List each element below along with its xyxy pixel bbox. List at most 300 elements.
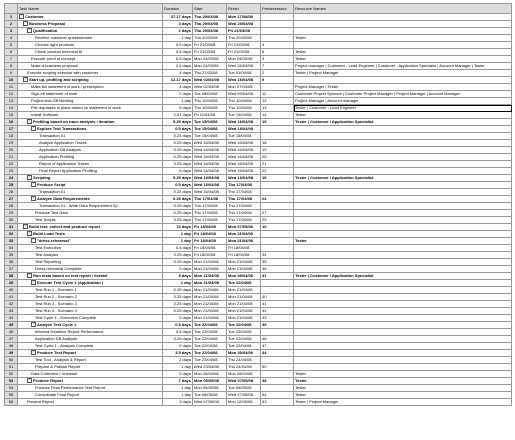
collapse-toggle-icon[interactable]: − [32,280,35,285]
finish-cell[interactable]: Thu 17/04/08 [227,182,261,189]
collapse-toggle-icon[interactable]: − [32,322,35,327]
finish-cell[interactable]: Wed 07/05/08 [227,392,261,399]
predecessors-cell[interactable]: 14 [261,112,294,119]
resource-names-cell[interactable] [294,21,512,28]
duration-cell[interactable]: 0 days [163,168,193,175]
resource-names-cell[interactable] [294,308,512,315]
duration-cell[interactable]: 1 day [163,392,193,399]
duration-cell[interactable]: 0.5 days [163,329,193,336]
row-number-cell[interactable]: 14 [5,105,18,112]
predecessors-cell[interactable] [261,21,294,28]
task-row[interactable] [5,84,512,91]
task-row[interactable] [5,154,512,161]
task-row[interactable] [5,21,512,28]
finish-cell[interactable]: Thu 17/04/08 [227,189,261,196]
start-cell[interactable]: Mon 21/04/08 [193,308,227,315]
predecessors-cell[interactable]: 2 [261,70,294,77]
predecessors-cell[interactable]: 18 [261,140,294,147]
resource-names-cell[interactable] [294,357,512,364]
finish-cell[interactable]: Tue 15/04/08 [227,112,261,119]
row-number-cell[interactable]: 5 [5,42,18,49]
row-number-cell[interactable]: 43 [5,308,18,315]
collapse-toggle-icon[interactable]: − [20,14,23,19]
start-cell[interactable]: Fri 18/04/08 [193,231,227,238]
task-name-cell[interactable] [18,189,163,196]
predecessors-cell[interactable] [261,182,294,189]
duration-cell[interactable]: 1 day [163,385,193,392]
finish-cell[interactable]: Mon 28/04/08 [227,273,261,280]
collapse-toggle-icon[interactable]: − [28,231,31,236]
predecessors-cell[interactable]: 44 [261,350,294,357]
task-name-cell[interactable] [18,385,163,392]
resource-names-cell[interactable] [294,343,512,350]
predecessors-cell[interactable]: 40 [261,294,294,301]
resource-names-cell[interactable]: Project Manager | Tester [294,84,512,91]
finish-cell[interactable]: Wed 16/04/08 [227,168,261,175]
start-cell[interactable]: Wed 16/04/08 [193,189,227,196]
task-row[interactable] [5,70,512,77]
task-name-cell[interactable] [18,399,163,406]
resource-names-cell[interactable] [294,161,512,168]
predecessors-cell[interactable]: 11 [261,91,294,98]
predecessors-cell[interactable]: 16 [261,175,294,182]
resource-names-cell[interactable]: Tester [294,56,512,63]
predecessors-cell[interactable]: 9 [261,77,294,84]
start-cell[interactable]: Mon 24/03/08 [193,56,227,63]
task-row[interactable] [5,357,512,364]
predecessors-cell[interactable]: 29 [261,217,294,224]
task-name-cell[interactable] [18,364,163,371]
start-cell[interactable]: Fri 11/04/08 [193,112,227,119]
task-row[interactable] [5,301,512,308]
task-name-cell[interactable] [18,280,163,287]
task-row[interactable] [5,196,512,203]
duration-header[interactable]: Duration [163,4,193,14]
row-number-cell[interactable]: 56 [5,399,18,406]
duration-cell[interactable]: 1 day [163,231,193,238]
resource-names-cell[interactable] [294,224,512,231]
start-cell[interactable]: Wed 02/04/08 [193,84,227,91]
task-row[interactable] [5,77,512,84]
finish-cell[interactable]: Tue 22/04/08 [227,336,261,343]
duration-cell[interactable]: 0.25 days [163,308,193,315]
task-name-cell[interactable] [18,182,163,189]
finish-cell[interactable]: Wed 16/04/08 [227,140,261,147]
duration-cell[interactable]: 1 day [163,98,193,105]
predecessors-cell[interactable] [261,287,294,294]
collapse-toggle-icon[interactable]: − [32,238,35,243]
task-name-cell[interactable] [18,133,163,140]
task-row[interactable] [5,63,512,70]
collapse-toggle-icon[interactable]: − [24,224,27,229]
row-number-cell[interactable]: 33 [5,238,18,245]
collapse-toggle-icon[interactable]: − [24,21,27,26]
task-name-cell[interactable] [18,161,163,168]
resource-names-cell[interactable]: Tester [294,392,512,399]
start-cell[interactable]: Wed 16/04/08 [193,168,227,175]
duration-cell[interactable]: 0.25 days [163,336,193,343]
duration-cell[interactable]: 0.25 days [163,294,193,301]
resource-names-cell[interactable] [294,301,512,308]
task-row[interactable] [5,133,512,140]
predecessors-cell[interactable] [261,245,294,252]
resource-names-cell[interactable] [294,217,512,224]
finish-cell[interactable]: Wed 16/04/08 [227,119,261,126]
duration-cell[interactable]: 0.25 days [163,161,193,168]
task-row[interactable] [5,210,512,217]
finish-cell[interactable]: Mon 21/04/08 [227,294,261,301]
resource-names-cell[interactable] [294,259,512,266]
predecessors-cell[interactable] [261,357,294,364]
resource-names-cell[interactable]: Tester | Customer / Application Specialist [294,273,512,280]
row-number-cell[interactable]: 10 [5,77,18,84]
row-number-cell[interactable]: 38 [5,273,18,280]
duration-cell[interactable]: 0.25 days [163,217,193,224]
task-name-cell[interactable] [18,168,163,175]
finish-cell[interactable]: Thu 10/04/08 [227,98,261,105]
finish-cell[interactable]: Tue 22/04/08 [227,322,261,329]
finish-cell[interactable]: Tue 22/04/08 [227,343,261,350]
duration-cell[interactable]: 3 days [163,399,193,406]
predecessors-header[interactable]: Predecessors [261,4,294,14]
finish-cell[interactable]: Wed 16/04/08 [227,77,261,84]
start-header[interactable]: Start [193,4,227,14]
row-number-header[interactable] [5,4,18,14]
duration-cell[interactable]: 0.5 days [163,56,193,63]
task-name-cell[interactable] [18,56,163,63]
resource-names-cell[interactable]: Project Manager | Account manager [294,98,512,105]
start-cell[interactable]: Mon 24/03/08 [193,63,227,70]
predecessors-cell[interactable]: 19 [261,147,294,154]
task-row[interactable] [5,119,512,126]
resource-names-cell[interactable]: Customer Project Sponsor | Customer Project Manager | Project Manager | Account Manager [294,91,512,98]
task-name-cell[interactable] [18,238,163,245]
start-cell[interactable]: Thu 10/04/08 [193,105,227,112]
predecessors-cell[interactable]: 10 [261,224,294,231]
duration-cell[interactable]: 5.25 days [163,119,193,126]
task-name-cell[interactable] [18,63,163,70]
task-row[interactable] [5,105,512,112]
task-row[interactable] [5,35,512,42]
predecessors-cell[interactable]: 53 [261,399,294,406]
start-cell[interactable]: Wed 23/04/08 [193,364,227,371]
resource-names-cell[interactable] [294,140,512,147]
start-cell[interactable]: Thu 27/03/08 [193,70,227,77]
finish-cell[interactable]: Mon 07/05/08 [227,224,261,231]
task-row[interactable] [5,252,512,259]
task-name-cell[interactable] [18,196,163,203]
task-row[interactable] [5,273,512,280]
duration-cell[interactable]: 3 days [163,21,193,28]
finish-cell[interactable]: Wed 16/04/08 [227,175,261,182]
task-row[interactable] [5,287,512,294]
task-row[interactable] [5,343,512,350]
resource-names-header[interactable]: Resource Names [294,4,512,14]
start-cell[interactable]: Wed 16/04/08 [193,161,227,168]
collapse-toggle-icon[interactable]: − [28,28,31,33]
task-name-cell[interactable] [18,315,163,322]
task-name-cell[interactable] [18,126,163,133]
duration-cell[interactable]: 1 day [163,35,193,42]
resource-names-cell[interactable] [294,42,512,49]
duration-cell[interactable]: 1 day [163,280,193,287]
predecessors-cell[interactable]: 12 [261,98,294,105]
finish-cell[interactable]: Mon 21/04/08 [227,259,261,266]
finish-cell[interactable]: Mon 21/04/08 [227,266,261,273]
start-cell[interactable]: Wed 16/04/08 [193,147,227,154]
duration-cell[interactable]: 0.5 days [163,182,193,189]
row-number-cell[interactable]: 3 [5,28,18,35]
duration-cell[interactable]: 0.5 days [163,322,193,329]
task-name-cell[interactable] [18,308,163,315]
finish-cell[interactable]: Thu 20/03/08 [227,35,261,42]
duration-cell[interactable]: 0.5 days [163,49,193,56]
row-number-cell[interactable]: 32 [5,231,18,238]
finish-cell[interactable]: Thu 24/04/08 [227,357,261,364]
task-row[interactable] [5,224,512,231]
resource-names-cell[interactable]: Tester | Project Manager [294,399,512,406]
resource-names-cell[interactable]: Tester | Customer - Lead Engineer [294,105,512,112]
duration-cell[interactable]: 0.25 days [163,196,193,203]
duration-cell[interactable]: 0 days [163,105,193,112]
row-number-cell[interactable]: 50 [5,357,18,364]
row-number-cell[interactable]: 39 [5,280,18,287]
task-name-cell[interactable] [18,70,163,77]
duration-cell[interactable]: 0.25 days [163,259,193,266]
task-row[interactable] [5,217,512,224]
resource-names-cell[interactable] [294,196,512,203]
task-name-cell[interactable] [18,217,163,224]
task-row[interactable] [5,350,512,357]
row-number-cell[interactable]: 16 [5,119,18,126]
row-number-cell[interactable]: 55 [5,392,18,399]
duration-cell[interactable]: 0 days [163,266,193,273]
finish-cell[interactable]: Wed 09/04/08 [227,91,261,98]
finish-cell[interactable]: Thu 10/04/08 [227,105,261,112]
duration-cell[interactable]: 3.5 days [163,350,193,357]
start-cell[interactable]: Fri 18/04/08 [193,252,227,259]
predecessors-cell[interactable]: 39 [261,322,294,329]
resource-names-cell[interactable] [294,77,512,84]
duration-cell[interactable]: 0 days [163,343,193,350]
predecessors-cell[interactable]: 15 [261,119,294,126]
start-cell[interactable]: Thu 17/04/08 [193,217,227,224]
task-row[interactable] [5,329,512,336]
predecessors-cell[interactable]: 21 [261,161,294,168]
row-number-cell[interactable]: 37 [5,266,18,273]
task-name-cell[interactable] [18,154,163,161]
start-cell[interactable]: Fri 18/04/08 [193,224,227,231]
predecessors-cell[interactable] [261,126,294,133]
task-row[interactable] [5,42,512,49]
task-row[interactable] [5,231,512,238]
predecessors-cell[interactable]: 3 [261,56,294,63]
start-cell[interactable]: Thu 29/03/08 [193,14,227,21]
task-name-cell[interactable] [18,231,163,238]
start-cell[interactable]: Tue 15/04/08 [193,126,227,133]
resource-names-cell[interactable] [294,287,512,294]
start-cell[interactable]: Mon 21/04/08 [193,315,227,322]
start-cell[interactable]: Mon 21/04/08 [193,273,227,280]
predecessors-cell[interactable] [261,28,294,35]
row-number-cell[interactable]: 54 [5,385,18,392]
resource-names-cell[interactable] [294,231,512,238]
task-row[interactable] [5,315,512,322]
task-row[interactable] [5,112,512,119]
duration-cell[interactable]: 2.5 days [163,63,193,70]
predecessors-cell[interactable]: 38 [261,378,294,385]
task-name-cell[interactable] [18,343,163,350]
task-row[interactable] [5,364,512,371]
predecessors-cell[interactable]: 43 [261,315,294,322]
row-number-cell[interactable]: 19 [5,140,18,147]
row-number-cell[interactable]: 46 [5,329,18,336]
finish-cell[interactable]: Tue 22/04/08 [227,280,261,287]
resource-names-cell[interactable] [294,133,512,140]
finish-cell[interactable]: Mon 17/08/08 [227,14,261,21]
duration-cell[interactable]: 0.25 days [163,203,193,210]
resource-names-cell[interactable] [294,154,512,161]
predecessors-cell[interactable] [261,14,294,21]
task-name-cell[interactable] [18,259,163,266]
predecessors-cell[interactable]: 27 [261,210,294,217]
row-number-cell[interactable]: 35 [5,252,18,259]
predecessors-cell[interactable] [261,329,294,336]
collapse-toggle-icon[interactable]: − [28,378,31,383]
task-name-cell[interactable] [18,147,163,154]
duration-cell[interactable]: 0.25 days [163,154,193,161]
task-name-cell[interactable] [18,294,163,301]
duration-cell[interactable]: 0.25 days [163,189,193,196]
predecessors-cell[interactable]: 47 [261,343,294,350]
resource-names-cell[interactable] [294,210,512,217]
predecessors-cell[interactable]: 22 [261,168,294,175]
row-number-cell[interactable]: 27 [5,196,18,203]
duration-cell[interactable]: 1 day [163,364,193,371]
predecessors-cell[interactable]: 36 [261,266,294,273]
row-number-cell[interactable]: 48 [5,343,18,350]
row-number-cell[interactable]: 22 [5,161,18,168]
predecessors-cell[interactable] [261,203,294,210]
row-number-cell[interactable]: 18 [5,133,18,140]
finish-cell[interactable]: Wed 16/04/08 [227,161,261,168]
task-row[interactable] [5,161,512,168]
predecessors-cell[interactable]: 7 [261,63,294,70]
task-name-cell[interactable] [18,91,163,98]
resource-names-cell[interactable] [294,14,512,21]
finish-cell[interactable]: Thu 17/04/08 [227,210,261,217]
finish-cell[interactable]: Thu 17/04/08 [227,203,261,210]
task-name-cell[interactable] [18,224,163,231]
task-name-cell[interactable] [18,322,163,329]
resource-names-cell[interactable]: Tester [294,378,512,385]
resource-names-cell[interactable]: Tester [294,35,512,42]
start-cell[interactable]: Mon 21/04/08 [193,259,227,266]
duration-cell[interactable]: 0.25 days [163,133,193,140]
finish-cell[interactable]: Wed 16/04/08 [227,147,261,154]
task-name-cell[interactable] [18,84,163,91]
predecessors-cell[interactable]: 5 [261,49,294,56]
resource-names-cell[interactable]: Tester [294,371,512,378]
task-name-cell[interactable] [18,245,163,252]
task-name-cell[interactable] [18,210,163,217]
task-row[interactable] [5,175,512,182]
resource-names-cell[interactable]: Tester [294,49,512,56]
finish-cell[interactable]: Wed 16/04/08 [227,154,261,161]
start-cell[interactable]: Thu 17/04/08 [193,196,227,203]
resource-names-cell[interactable] [294,126,512,133]
collapse-toggle-icon[interactable]: − [32,182,35,187]
task-name-cell[interactable] [18,28,163,35]
task-name-cell[interactable] [18,77,163,84]
row-number-cell[interactable]: 31 [5,224,18,231]
row-number-cell[interactable]: 8 [5,63,18,70]
task-row[interactable] [5,392,512,399]
start-cell[interactable]: Tue 08/04/08 [193,91,227,98]
resource-names-cell[interactable] [294,315,512,322]
finish-cell[interactable]: Fri 21/03/08 [227,49,261,56]
predecessors-cell[interactable] [261,35,294,42]
collapse-toggle-icon[interactable]: − [28,273,31,278]
duration-cell[interactable]: 7 days [163,378,193,385]
task-row[interactable] [5,203,512,210]
task-row[interactable] [5,294,512,301]
start-cell[interactable]: Tue 22/04/08 [193,322,227,329]
start-cell[interactable]: Thu 29/03/08 [193,21,227,28]
finish-cell[interactable]: Fri 18/04/08 [227,252,261,259]
resource-names-cell[interactable] [294,266,512,273]
task-name-cell[interactable] [18,119,163,126]
finish-header[interactable]: Finish [227,4,261,14]
start-cell[interactable]: Wed 16/04/08 [193,175,227,182]
task-name-cell[interactable] [18,252,163,259]
task-row[interactable] [5,126,512,133]
task-row[interactable] [5,308,512,315]
row-number-cell[interactable]: 26 [5,189,18,196]
finish-cell[interactable]: Mon 21/04/08 [227,308,261,315]
finish-cell[interactable]: Wed 26/03/08 [227,63,261,70]
task-name-cell[interactable] [18,14,163,21]
task-name-cell[interactable] [18,392,163,399]
task-name-header[interactable]: Task Name [18,4,163,14]
task-name-cell[interactable] [18,21,163,28]
row-number-cell[interactable]: 30 [5,217,18,224]
row-number-cell[interactable]: 15 [5,112,18,119]
predecessors-cell[interactable]: 42 [261,308,294,315]
resource-names-cell[interactable] [294,322,512,329]
duration-cell[interactable]: 4 days [163,84,193,91]
start-cell[interactable]: Tue 22/04/08 [193,357,227,364]
start-cell[interactable]: Mon 21/04/08 [193,301,227,308]
resource-names-cell[interactable] [294,280,512,287]
finish-cell[interactable]: Tue 06/05/08 [227,385,261,392]
duration-cell[interactable]: 2 days [163,357,193,364]
row-number-cell[interactable]: 24 [5,175,18,182]
task-row[interactable] [5,14,512,21]
predecessors-cell[interactable]: 4 [261,42,294,49]
start-cell[interactable]: Thu 10/04/08 [193,98,227,105]
task-row[interactable] [5,91,512,98]
duration-cell[interactable]: 0.5 days [163,126,193,133]
duration-cell[interactable]: 2 days [163,91,193,98]
start-cell[interactable]: Mon 21/04/08 [193,266,227,273]
row-number-cell[interactable]: 53 [5,378,18,385]
row-number-cell[interactable]: 2 [5,21,18,28]
predecessors-cell[interactable]: 54 [261,392,294,399]
task-row[interactable] [5,98,512,105]
task-row[interactable] [5,168,512,175]
row-number-cell[interactable]: 51 [5,364,18,371]
